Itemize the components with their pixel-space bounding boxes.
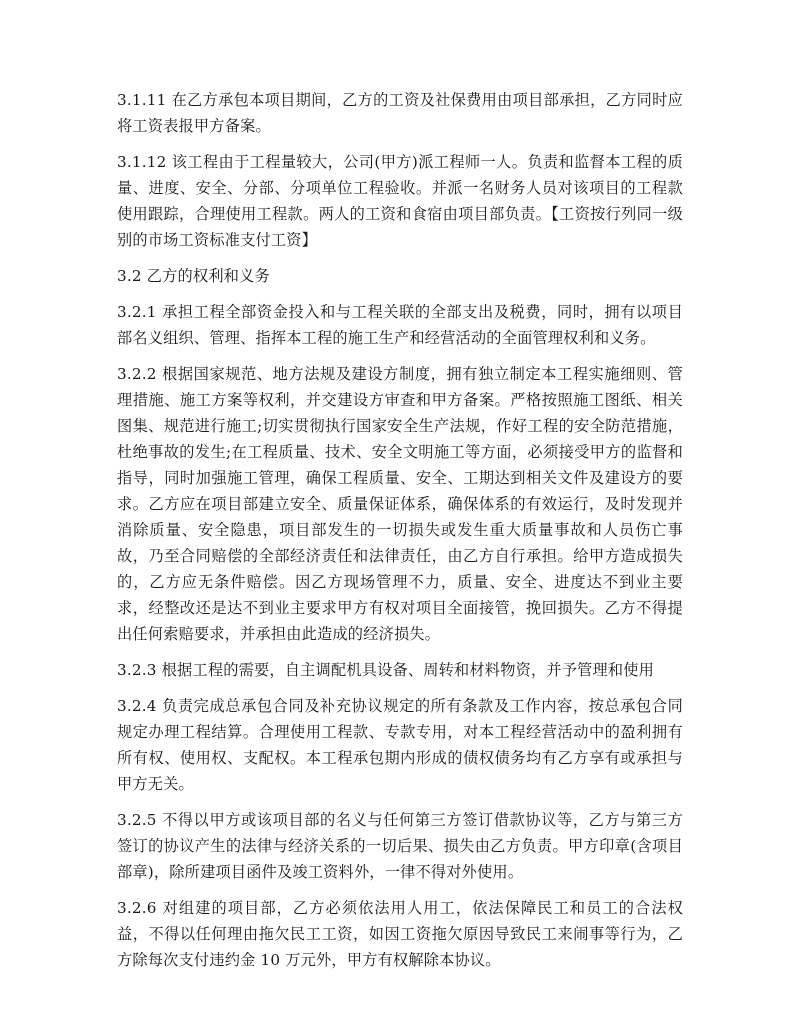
clause-3-1-11: 3.1.11 在乙方承包本项目期间，乙方的工资及社保费用由项目部承担，乙方同时应将工资表报甲方备案。 [117,91,683,135]
section-heading-3-2: 3.2 乙方的权利和义务 [117,267,270,285]
clause-3-2-4: 3.2.4 负责完成总承包合同及补充协议规定的所有条款及工作内容，按总承包合同规定办理工程结算。合理使用工程款、专款专用，对本工程经营活动中的盈利拥有所有权、使用权、支配权。本工程承包期内形成的债权债务均有乙方享有或承担与甲方无关。 [117,697,683,793]
clause-3-2-1: 3.2.1 承担工程全部资金投入和与工程关联的全部支出及税费，同时，拥有以项目部名义组织、管理、指挥本工程的施工生产和经营活动的全面管理权利和义务。 [117,303,683,347]
clause-3-2-2: 3.2.2 根据国家规范、地方法规及建设方制度，拥有独立制定本工程实施细则、管理措施、施工方案等权利，并交建设方审查和甲方备案。严格按照施工图纸、相关图集、规范进行施工;切实贯彻执行国家安全生产法规，作好工程的安全防范措施，杜绝事故的发生;在工程质量、技术、安全文明施工等方面，必须接受甲方的监督和指导，同时加强施工管理，确保工程质量、安全、工期达到相关文件及建设方的要求。乙方应在项目部建立安全、质量保证体系，确保体系的有效运行，及时发现并消除质量、安全隐患，项目部发生的一切损失或发生重大质量事故和人员伤亡事故，乃至合同赔偿的全部经济责任和法律责任，由乙方自行承担。给甲方造成损失的，乙方应无条件赔偿。因乙方现场管理不力，质量、安全、进度达不到业主要求，经整改还是达不到业主要求甲方有权对项目全面接管，挽回损失。乙方不得提出任何索赔要求，并承担由此造成的经济损失。 [117,365,683,643]
clause-3-2-5: 3.2.5 不得以甲方或该项目部的名义与任何第三方签订借款协议等，乙方与第三方签订的协议产生的法律与经济关系的一切后果、损失由乙方负责。甲方印章(含项目部章)，除所建项目函件及竣工资料外，一律不得对外使用。 [117,811,683,881]
clause-3-2-6: 3.2.6 对组建的项目部，乙方必须依法用人用工，依法保障民工和员工的合法权益，不得以任何理由拖欠民工工资，如因工资拖欠原因导致民工来闹事等行为，乙方除每次支付违约金 10 万元外，甲方有权解除本协议。 [117,899,683,969]
document-body [117,87,683,983]
clause-3-2-3: 3.2.3 根据工程的需要，自主调配机具设备、周转和材料物资，并予管理和使用 [117,661,655,679]
clause-3-1-12: 3.1.12 该工程由于工程量较大，公司(甲方)派工程师一人。负责和监督本工程的质量、进度、安全、分部、分项单位工程验收。并派一名财务人员对该项目的工程款使用跟踪，合理使用工程款。两人的工资和食宿由项目部负责。【工资按行列同一级别的市场工资标准支付工资】 [117,153,683,249]
